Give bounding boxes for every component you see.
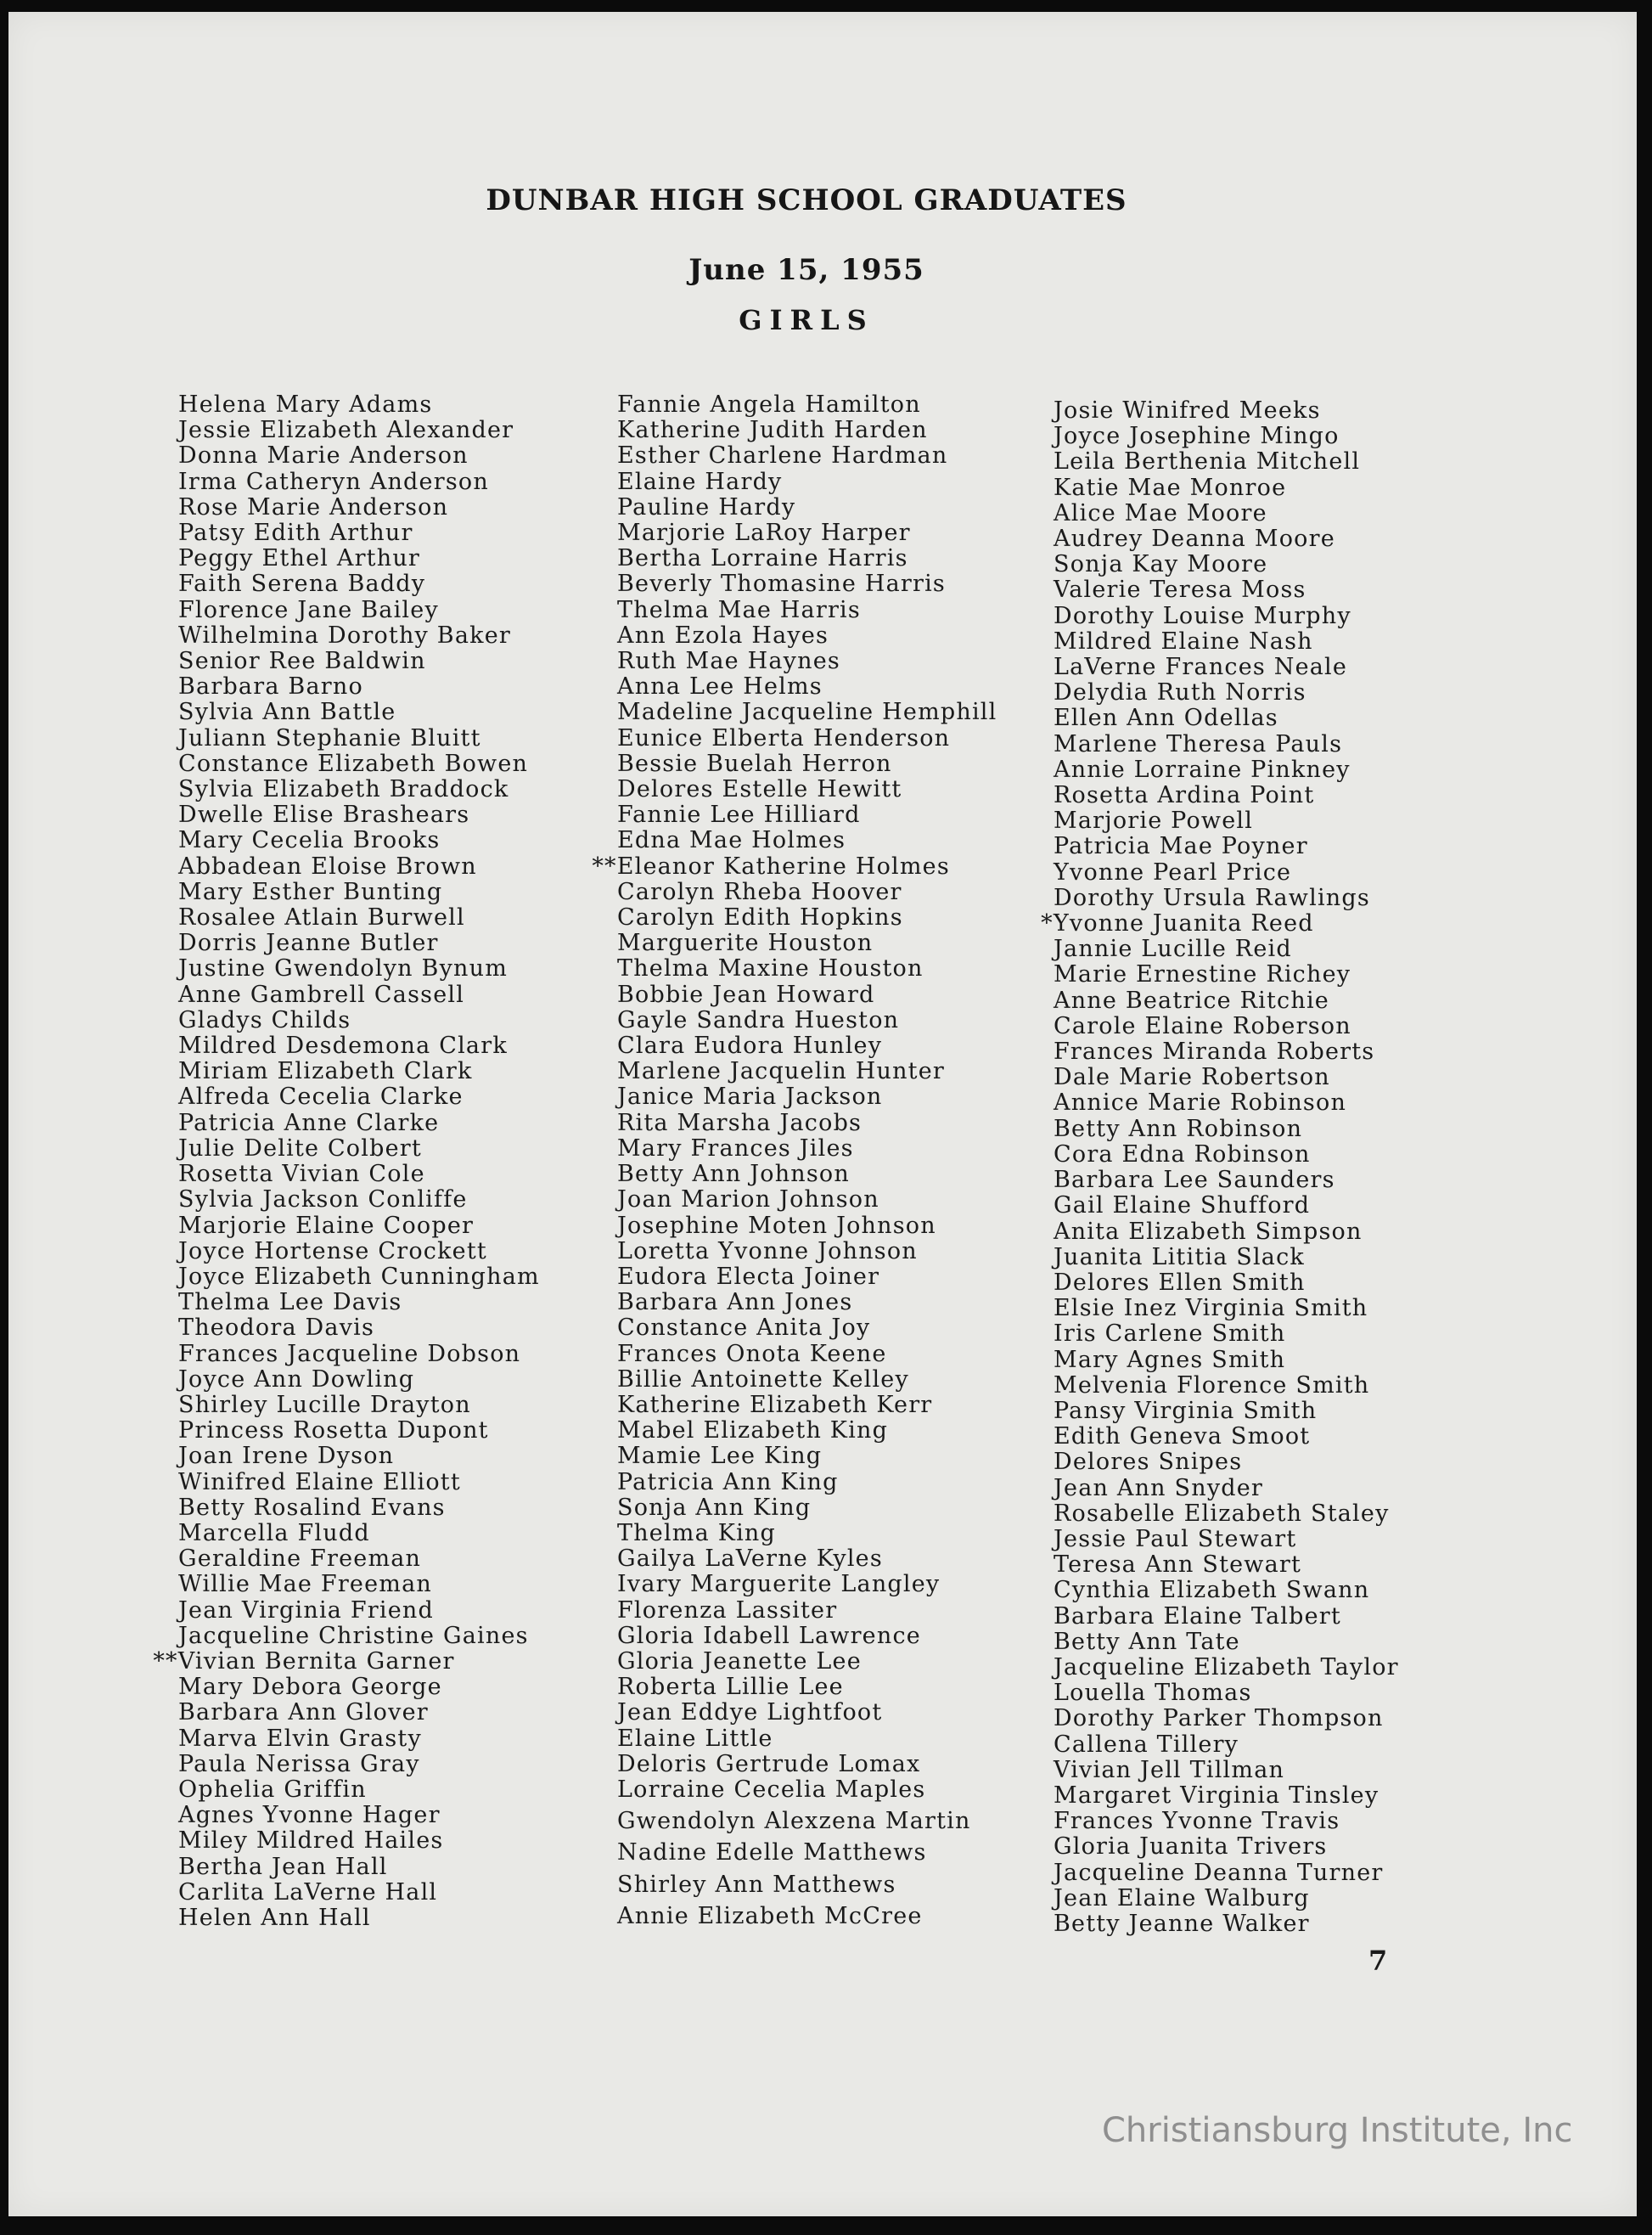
graduate-name: Frances Jacqueline Dobson: [178, 1340, 521, 1367]
graduate-name: Alice Mae Moore: [1054, 499, 1267, 526]
graduate-name: Mamie Lee King: [617, 1443, 823, 1470]
graduate-name: Frances Miranda Roberts: [1054, 1039, 1375, 1066]
graduate-name: Agnes Yvonne Hager: [178, 1802, 441, 1829]
graduate-name: Jean Virginia Friend: [178, 1596, 434, 1624]
graduate-name: Marjorie Elaine Cooper: [178, 1212, 475, 1239]
graduate-name: Nadine Edelle Matthews: [617, 1839, 927, 1866]
graduate-name: Anne Beatrice Ritchie: [1054, 987, 1329, 1014]
graduate-name: Carole Elaine Roberson: [1054, 1012, 1351, 1039]
graduate-name: Abbadean Eloise Brown: [178, 853, 477, 880]
graduate-name: Joan Marion Johnson: [617, 1186, 879, 1213]
graduate-name: Madeline Jacqueline Hemphill: [617, 699, 997, 726]
graduate-name: Mary Esther Bunting: [178, 878, 443, 905]
graduate-name: Irma Catheryn Anderson: [178, 468, 489, 495]
graduate-name: Patsy Edith Arthur: [178, 520, 413, 547]
names-column-3: [1041, 397, 1399, 1937]
graduate-name: Gladys Childs: [178, 1006, 351, 1033]
graduate-name: Katherine Elizabeth Kerr: [617, 1391, 933, 1418]
graduate-name: Sylvia Jackson Conliffe: [178, 1186, 468, 1213]
graduate-name: Patricia Anne Clarke: [178, 1109, 440, 1136]
graduate-name: Barbara Barno: [178, 673, 363, 701]
graduate-name: Iris Carlene Smith: [1054, 1320, 1286, 1348]
graduate-name: Mary Frances Jiles: [617, 1134, 854, 1162]
graduate-name: Delores Snipes: [1054, 1449, 1243, 1476]
graduate-name: Carlita LaVerne Hall: [178, 1878, 438, 1906]
page-number: 7: [1368, 1945, 1388, 1977]
graduate-name: Dorris Jeanne Butler: [178, 930, 439, 957]
graduate-name: Theodora Davis: [178, 1315, 375, 1342]
graduate-name: Gailya LaVerne Kyles: [617, 1545, 883, 1573]
graduate-name: Gwendolyn Alexzena Martin: [617, 1808, 971, 1835]
graduate-name: Elsie Inez Virginia Smith: [1054, 1295, 1368, 1322]
graduate-name: Fannie Angela Hamilton: [617, 391, 921, 418]
graduate-name: Billie Antoinette Kelley: [617, 1365, 909, 1393]
graduate-name: Gloria Idabell Lawrence: [617, 1622, 921, 1649]
graduate-name: **Eleanor Katherine Holmes: [592, 853, 950, 880]
graduate-name: Marlene Jacquelin Hunter: [617, 1058, 946, 1085]
graduate-name: Loretta Yvonne Johnson: [617, 1237, 918, 1264]
graduate-name: Carolyn Rheba Hoover: [617, 878, 902, 905]
graduate-name: Jacqueline Deanna Turner: [1054, 1859, 1384, 1886]
graduate-name: Ophelia Griffin: [178, 1776, 367, 1803]
graduate-name: Edith Geneva Smoot: [1054, 1423, 1311, 1450]
graduate-name: Rose Marie Anderson: [178, 493, 449, 521]
graduate-name: Jacqueline Christine Gaines: [178, 1622, 529, 1649]
graduate-name: Helen Ann Hall: [178, 1904, 371, 1931]
graduate-name: Mildred Elaine Nash: [1054, 628, 1313, 655]
graduate-name: Marjorie Powell: [1054, 808, 1254, 835]
graduate-name: Joyce Elizabeth Cunningham: [178, 1263, 540, 1290]
graduate-name: LaVerne Frances Neale: [1054, 654, 1348, 681]
graduate-name: Bessie Buelah Herron: [617, 750, 892, 777]
graduate-name: Ellen Ann Odellas: [1054, 705, 1278, 732]
graduate-name: Marie Ernestine Richey: [1054, 961, 1351, 988]
graduate-name: Dorothy Parker Thompson: [1054, 1705, 1384, 1732]
graduate-name: Vivian Jell Tillman: [1054, 1756, 1285, 1783]
graduate-name: Audrey Deanna Moore: [1054, 526, 1335, 553]
graduate-name: Florenza Lassiter: [617, 1596, 838, 1624]
graduate-name: Rosetta Vivian Cole: [178, 1161, 425, 1188]
graduate-name: **Vivian Bernita Garner: [153, 1647, 455, 1675]
graduate-name: Annie Lorraine Pinkney: [1054, 756, 1351, 783]
graduate-name: *Yvonne Juanita Reed: [1041, 910, 1314, 937]
graduate-name: Barbara Lee Saunders: [1054, 1167, 1335, 1194]
graduate-name: Pansy Virginia Smith: [1054, 1397, 1318, 1424]
graduate-name: Louella Thomas: [1054, 1680, 1252, 1707]
graduate-name: Betty Ann Robinson: [1054, 1115, 1303, 1142]
graduate-name: Joyce Ann Dowling: [178, 1365, 415, 1393]
graduate-name: Katherine Judith Harden: [617, 417, 928, 444]
graduate-name: Marva Elvin Grasty: [178, 1725, 422, 1752]
graduate-name: Leila Berthenia Mitchell: [1054, 448, 1361, 476]
graduate-name: Anna Lee Helms: [617, 673, 823, 701]
graduate-name: Jessie Elizabeth Alexander: [178, 417, 514, 444]
graduate-name: Frances Yvonne Travis: [1054, 1808, 1340, 1835]
graduate-name: Pauline Hardy: [617, 493, 796, 521]
graduate-name: Faith Serena Baddy: [178, 571, 426, 598]
graduate-name: Justine Gwendolyn Bynum: [178, 955, 509, 982]
graduate-name: Dorothy Louise Murphy: [1054, 602, 1351, 629]
graduate-name: Delores Ellen Smith: [1054, 1269, 1306, 1296]
graduate-name: Beverly Thomasine Harris: [617, 571, 946, 598]
graduate-name: Dwelle Elise Brashears: [178, 802, 470, 829]
graduate-name: Rita Marsha Jacobs: [617, 1109, 863, 1136]
graduate-name: Mildred Desdemona Clark: [178, 1033, 508, 1060]
graduate-name: Thelma King: [617, 1519, 776, 1546]
graduate-name: Sylvia Ann Battle: [178, 699, 396, 726]
graduate-name: Joyce Hortense Crockett: [178, 1237, 487, 1264]
graduate-name: Teresa Ann Stewart: [1054, 1551, 1302, 1579]
graduate-name: Elaine Hardy: [617, 468, 783, 495]
graduate-name: Clara Eudora Hunley: [617, 1033, 883, 1060]
graduate-name: Ann Ezola Hayes: [617, 622, 829, 649]
graduate-name: Shirley Lucille Drayton: [178, 1391, 471, 1418]
graduate-name: Geraldine Freeman: [178, 1545, 422, 1573]
watermark: Christiansburg Institute, Inc: [1102, 2111, 1573, 2150]
graduate-name: Jannie Lucille Reid: [1054, 936, 1292, 963]
graduate-name: Helena Mary Adams: [178, 391, 433, 418]
graduate-name: Lorraine Cecelia Maples: [617, 1776, 926, 1803]
graduate-name: Bertha Lorraine Harris: [617, 545, 908, 572]
graduate-name: Juanita Lititia Slack: [1054, 1243, 1305, 1270]
graduate-name: Barbara Ann Jones: [617, 1289, 853, 1316]
graduate-name: Josephine Moten Johnson: [617, 1212, 936, 1239]
graduate-name: Anita Elizabeth Simpson: [1054, 1218, 1363, 1245]
graduate-name: Dale Marie Robertson: [1054, 1064, 1330, 1091]
graduate-name: Senior Ree Baldwin: [178, 648, 426, 675]
graduate-name: Wilhelmina Dorothy Baker: [178, 622, 511, 649]
graduate-name: Dorothy Ursula Rawlings: [1054, 884, 1370, 911]
graduate-name: Sylvia Elizabeth Braddock: [178, 776, 509, 803]
graduate-name: Anne Gambrell Cassell: [178, 981, 465, 1008]
graduate-name: Marjorie LaRoy Harper: [617, 520, 911, 547]
graduate-name: Marcella Fludd: [178, 1519, 370, 1546]
graduation-date: June 15, 1955: [688, 253, 924, 287]
graduate-name: Gloria Jeanette Lee: [617, 1647, 862, 1675]
graduate-name: Janice Maria Jackson: [617, 1084, 883, 1111]
graduate-name: Thelma Mae Harris: [617, 596, 861, 623]
graduate-name: Delores Estelle Hewitt: [617, 776, 902, 803]
graduate-name: Eunice Elberta Henderson: [617, 724, 951, 752]
names-column-2: [592, 391, 997, 1929]
graduate-name: Patricia Mae Poyner: [1054, 833, 1308, 860]
graduate-name: Cora Edna Robinson: [1054, 1140, 1311, 1168]
graduate-name: Gail Elaine Shufford: [1054, 1192, 1311, 1219]
graduate-name: Yvonne Pearl Price: [1054, 859, 1292, 886]
graduate-name: Carolyn Edith Hopkins: [617, 904, 903, 932]
graduate-name: Joan Irene Dyson: [178, 1443, 395, 1470]
graduate-name: Jean Elaine Walburg: [1054, 1884, 1310, 1911]
graduate-name: Marguerite Houston: [617, 930, 874, 957]
graduate-name: Jean Eddye Lightfoot: [617, 1699, 883, 1726]
graduate-name: Juliann Stephanie Bluitt: [178, 724, 481, 752]
graduate-name: Esther Charlene Hardman: [617, 442, 948, 470]
graduate-name: Mary Cecelia Brooks: [178, 827, 441, 854]
graduate-name: Mabel Elizabeth King: [617, 1417, 889, 1444]
graduate-name: Valerie Teresa Moss: [1054, 577, 1306, 604]
graduate-name: Jacqueline Elizabeth Taylor: [1054, 1653, 1399, 1680]
graduate-name: Fannie Lee Hilliard: [617, 802, 861, 829]
graduate-name: Paula Nerissa Gray: [178, 1750, 420, 1777]
graduate-name: Patricia Ann King: [617, 1468, 839, 1495]
graduate-name: Delydia Ruth Norris: [1054, 679, 1306, 707]
graduate-name: Edna Mae Holmes: [617, 827, 846, 854]
graduate-name: Gayle Sandra Hueston: [617, 1006, 900, 1033]
graduate-name: Constance Anita Joy: [617, 1315, 871, 1342]
document-page: [8, 12, 1637, 2216]
graduate-name: Barbara Ann Glover: [178, 1699, 429, 1726]
graduate-name: Jessie Paul Stewart: [1054, 1525, 1297, 1552]
document-title: DUNBAR HIGH SCHOOL GRADUATES: [486, 183, 1127, 217]
graduate-name: Bertha Jean Hall: [178, 1853, 388, 1880]
graduate-name: Ivary Marguerite Langley: [617, 1571, 941, 1598]
graduate-name: Betty Rosalind Evans: [178, 1494, 446, 1521]
graduate-name: Thelma Maxine Houston: [617, 955, 924, 982]
graduate-name: Eudora Electa Joiner: [617, 1263, 880, 1290]
graduate-name: Peggy Ethel Arthur: [178, 545, 421, 572]
names-column-1: [153, 391, 540, 1931]
graduate-name: Cynthia Elizabeth Swann: [1054, 1577, 1370, 1604]
graduate-name: Marlene Theresa Pauls: [1054, 730, 1343, 757]
graduate-name: Florence Jane Bailey: [178, 596, 439, 623]
graduate-name: Betty Jeanne Walker: [1054, 1910, 1310, 1937]
graduate-name: Rosabelle Elizabeth Staley: [1054, 1500, 1390, 1527]
graduate-name: Julie Delite Colbert: [178, 1134, 422, 1162]
graduate-name: Katie Mae Monroe: [1054, 474, 1287, 501]
graduate-name: Deloris Gertrude Lomax: [617, 1750, 921, 1777]
graduate-name: Rosalee Atlain Burwell: [178, 904, 465, 932]
graduate-name: Constance Elizabeth Bowen: [178, 750, 529, 777]
graduate-name: Princess Rosetta Dupont: [178, 1417, 489, 1444]
graduate-name: Miley Mildred Hailes: [178, 1827, 444, 1855]
graduate-name: Sonja Kay Moore: [1054, 551, 1268, 578]
graduate-name: Joyce Josephine Mingo: [1054, 423, 1340, 450]
graduate-name: Callena Tillery: [1054, 1731, 1239, 1758]
graduate-name: Mary Agnes Smith: [1054, 1346, 1286, 1373]
graduate-name: Rosetta Ardina Point: [1054, 782, 1315, 809]
graduate-name: Willie Mae Freeman: [178, 1571, 432, 1598]
graduate-name: Betty Ann Johnson: [617, 1161, 850, 1188]
graduate-name: Mary Debora George: [178, 1674, 442, 1701]
graduate-name: Margaret Virginia Tinsley: [1054, 1782, 1379, 1809]
section-heading: GIRLS: [739, 304, 874, 336]
graduate-name: Donna Marie Anderson: [178, 442, 469, 470]
graduate-name: Annice Marie Robinson: [1054, 1089, 1347, 1117]
graduate-name: Alfreda Cecelia Clarke: [178, 1084, 464, 1111]
graduate-name: Elaine Little: [617, 1725, 773, 1752]
graduate-name: Betty Ann Tate: [1054, 1628, 1240, 1655]
graduate-name: Jean Ann Snyder: [1054, 1474, 1264, 1501]
graduate-name: Annie Elizabeth McCree: [617, 1902, 923, 1929]
graduate-name: Frances Onota Keene: [617, 1340, 887, 1367]
graduate-name: Josie Winifred Meeks: [1054, 397, 1321, 424]
graduate-name: Thelma Lee Davis: [178, 1289, 402, 1316]
graduate-name: Melvenia Florence Smith: [1054, 1371, 1370, 1399]
graduate-name: Shirley Ann Matthews: [617, 1871, 896, 1898]
graduate-name: Ruth Mae Haynes: [617, 648, 840, 675]
graduate-name: Bobbie Jean Howard: [617, 981, 875, 1008]
graduate-name: Miriam Elizabeth Clark: [178, 1058, 473, 1085]
graduate-name: Barbara Elaine Talbert: [1054, 1602, 1341, 1630]
graduate-name: Roberta Lillie Lee: [617, 1674, 844, 1701]
graduate-name: Winifred Elaine Elliott: [178, 1468, 461, 1495]
graduate-name: Sonja Ann King: [617, 1494, 812, 1521]
graduate-name: Gloria Juanita Trivers: [1054, 1833, 1328, 1861]
